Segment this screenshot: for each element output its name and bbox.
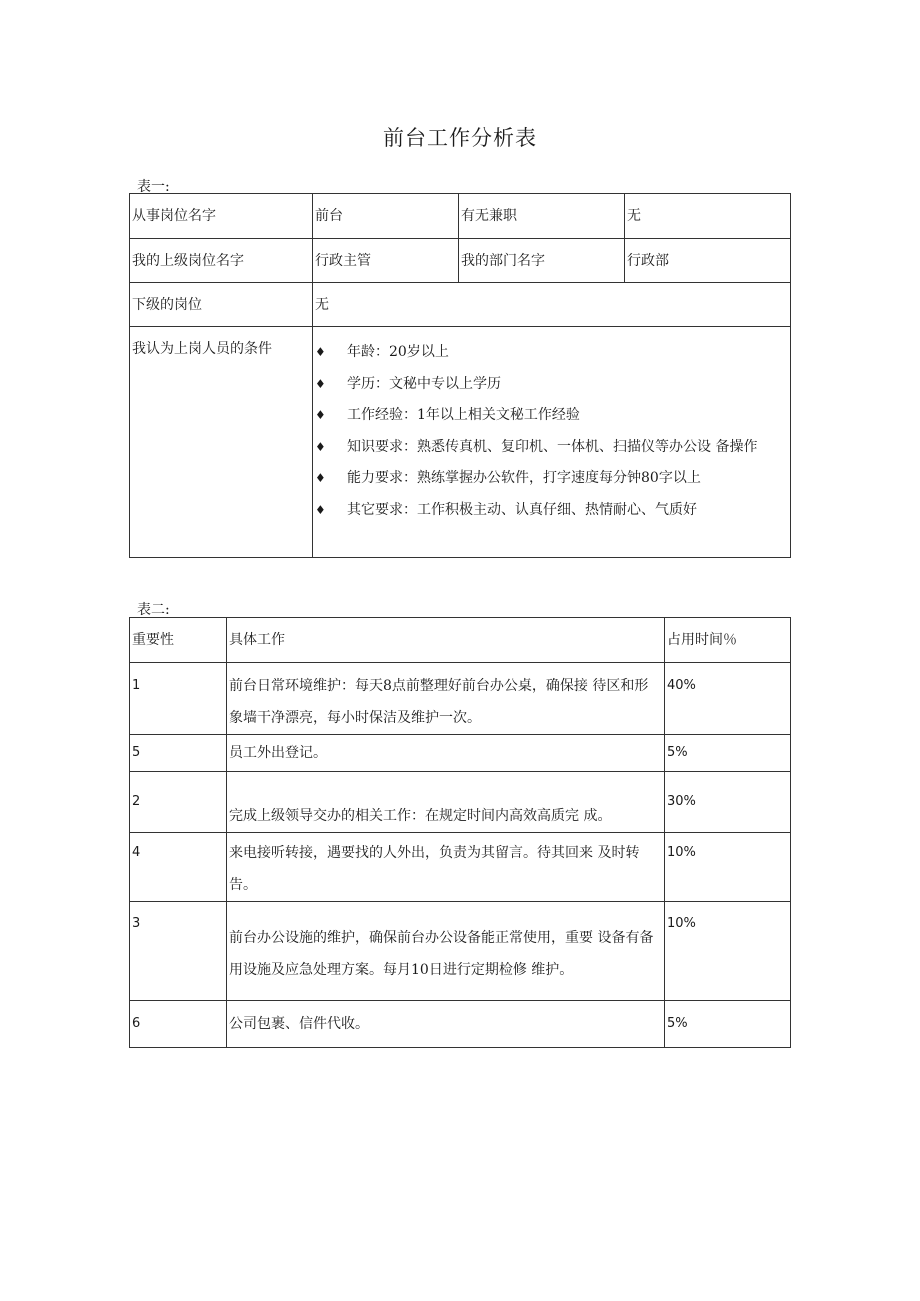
- importance-cell: 2: [130, 772, 227, 833]
- diamond-bullet-icon: ♦: [315, 345, 326, 359]
- importance-cell: 6: [130, 1001, 227, 1048]
- list-item: ♦ 其它要求：工作积极主动、认真仔细、热情耐心、气质好: [315, 495, 788, 527]
- table-row: [130, 663, 791, 735]
- diamond-bullet-icon: ♦: [315, 408, 326, 422]
- table-row: [130, 1001, 791, 1048]
- list-item: ♦ 工作经验：1年以上相关文秘工作经验: [315, 400, 788, 432]
- department-value: 行政部: [625, 239, 791, 283]
- supervisor-label: 我的上级岗位名字: [130, 239, 313, 283]
- table-row: [130, 902, 791, 1001]
- importance-cell: 5: [130, 735, 227, 772]
- position-label: 从事岗位名字: [130, 194, 313, 239]
- time-cell: 40%: [665, 663, 791, 735]
- importance-cell: 3: [130, 902, 227, 1001]
- table-header-row: [130, 618, 791, 663]
- department-label: 我的部门名字: [459, 239, 625, 283]
- page-title: 前台工作分析表: [383, 126, 537, 150]
- table-row: [130, 283, 791, 327]
- header-work: 具体工作: [227, 618, 665, 663]
- time-cell: 5%: [665, 1001, 791, 1048]
- time-cell: 10%: [665, 902, 791, 1001]
- list-item: ♦ 学历：文秘中专以上学历: [315, 369, 788, 401]
- duties-table: [129, 617, 791, 1048]
- table-row: [130, 772, 791, 833]
- work-cell: 公司包裹、信件代收。: [227, 1001, 665, 1048]
- work-cell: 完成上级领导交办的相关工作：在规定时间内高效高质完 成。: [227, 772, 665, 833]
- position-value: 前台: [313, 194, 459, 239]
- time-cell: 5%: [665, 735, 791, 772]
- header-importance: 重要性: [130, 618, 227, 663]
- diamond-bullet-icon: ♦: [315, 502, 326, 517]
- diamond-bullet-icon: ♦: [315, 471, 326, 485]
- list-item: ♦ 能力要求：熟练掌握办公软件，打字速度每分钟80字以上: [315, 463, 788, 495]
- work-cell: 前台办公设施的维护，确保前台办公设备能正常使用，重要 设备有备用设施及应急处理方案。每月10日进行定期检修 维护。: [227, 902, 665, 1001]
- diamond-bullet-icon: ♦: [315, 439, 326, 454]
- table-row: [130, 735, 791, 772]
- table-row: [130, 239, 791, 283]
- part-time-label: 有无兼职: [459, 194, 625, 239]
- subordinate-value: 无: [313, 283, 791, 327]
- table-row: [130, 194, 791, 239]
- work-cell: 前台日常环境维护：每天8点前整理好前台办公桌，确保接 待区和形象墙干净漂亮，每小时保洁及维护一次。: [227, 663, 665, 735]
- list-item: ♦ 知识要求：熟悉传真机、复印机、一体机、扫描仪等办公设 备操作: [315, 432, 788, 464]
- job-info-table: [129, 193, 791, 558]
- diamond-bullet-icon: ♦: [315, 376, 326, 391]
- table-row: [130, 327, 791, 558]
- conditions-label: 我认为上岗人员的条件: [130, 327, 313, 558]
- importance-cell: 1: [130, 663, 227, 735]
- part-time-value: 无: [625, 194, 791, 239]
- time-cell: 30%: [665, 772, 791, 833]
- table2-caption: 表二:: [137, 602, 170, 618]
- table1-caption: 表一:: [137, 179, 170, 195]
- conditions-cell: [313, 327, 791, 558]
- list-item: ♦ 年龄：20岁以上: [315, 337, 788, 369]
- subordinate-label: 下级的岗位: [130, 283, 313, 327]
- conditions-list: [315, 327, 788, 526]
- supervisor-value: 行政主管: [313, 239, 459, 283]
- work-cell: 员工外出登记。: [227, 735, 665, 772]
- header-time: 占用时间％: [665, 618, 791, 663]
- importance-cell: 4: [130, 833, 227, 902]
- table-row: [130, 833, 791, 902]
- time-cell: 10%: [665, 833, 791, 902]
- work-cell: 来电接听转接，遇要找的人外出，负责为其留言。待其回来 及时转告。: [227, 833, 665, 902]
